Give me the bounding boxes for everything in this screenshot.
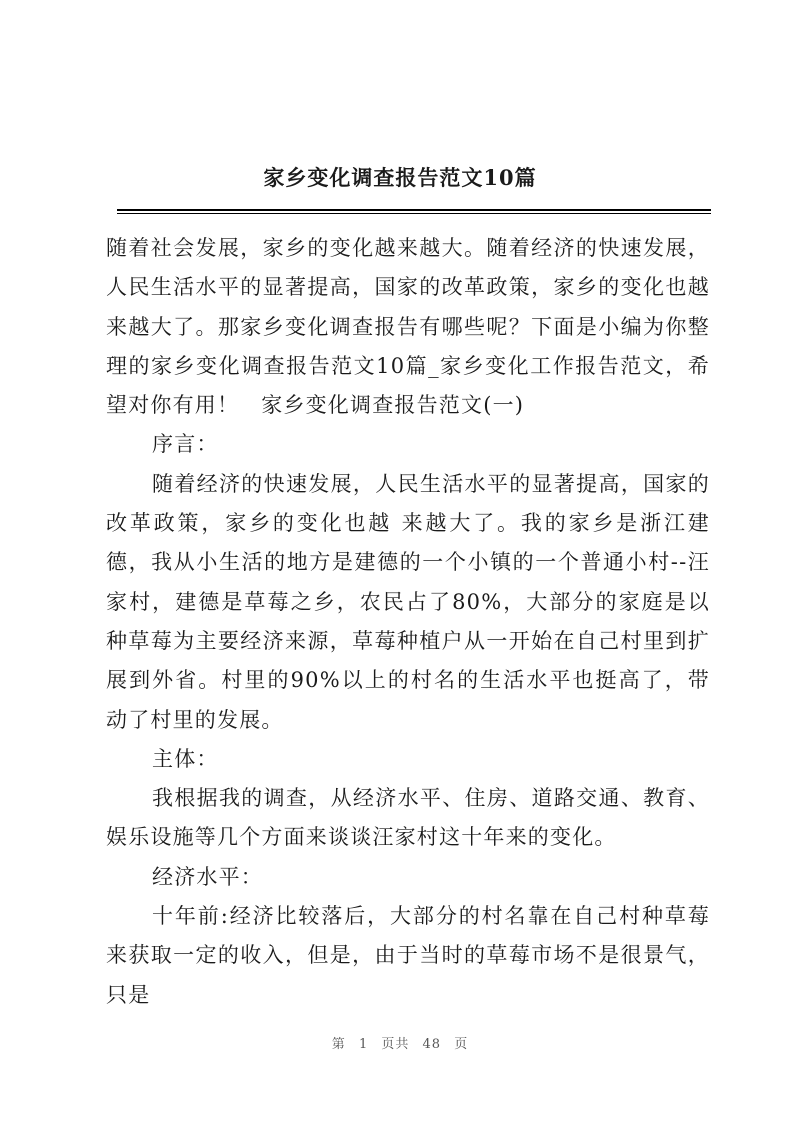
title-divider xyxy=(117,209,711,211)
page-suffix: 页 xyxy=(454,1037,469,1052)
main-paragraph: 我根据我的调查，从经济水平、住房、道路交通、教育、娱乐设施等几个方面来谈谈汪家村这十年来的变化。 xyxy=(106,786,710,850)
main-label: 主体： xyxy=(152,746,219,771)
intro-paragraph xyxy=(106,229,710,425)
page-middle: 页共 xyxy=(381,1037,410,1052)
page-footer xyxy=(0,1033,800,1052)
intro-text: 随着社会发展，家乡的变化越来越大。随着经济的快速发展，人民生活水平的显著提高，国家的改革政策，家乡的变化也越来越大了。那家乡变化调查报告有哪些呢？下面是小编为你整理的家乡变化调查报告范文10篇_家乡变化工作报告范文，希望对你有用！ xyxy=(106,236,710,418)
preface-paragraph: 随着经济的快速发展，人民生活水平的显著提高，国家的改革政策，家乡的变化也越 来越大了。我的家乡是浙江建德，我从小生活的地方是建德的一个小镇的一个普通小村--汪家村，建德是草莓之乡，农民占了80%，大部分的家庭是以种草莓为主要经济来源，草莓种植户从一开始在自己村里到扩展到外省。村里的90%以上的村名的生活水平也挺高了，带动了村里的发展。 xyxy=(106,471,710,732)
page-prefix: 第 xyxy=(331,1037,346,1052)
economy-label: 经济水平： xyxy=(152,864,263,889)
economy-paragraph: 十年前:经济比较落后，大部分的村名靠在自己村种草莓来获取一定的收入，但是，由于当时的草莓市场不是很景气，只是 xyxy=(106,904,710,1007)
section-heading: 家乡变化调查报告范文(一) xyxy=(261,393,525,418)
preface-label: 序言： xyxy=(152,432,219,457)
document-body xyxy=(106,229,710,1015)
title-divider-thin xyxy=(117,213,711,214)
page-number: 1 xyxy=(358,1037,369,1052)
page-total: 48 xyxy=(422,1037,442,1052)
document-title: 家乡变化调查报告范文10篇 xyxy=(263,165,537,190)
